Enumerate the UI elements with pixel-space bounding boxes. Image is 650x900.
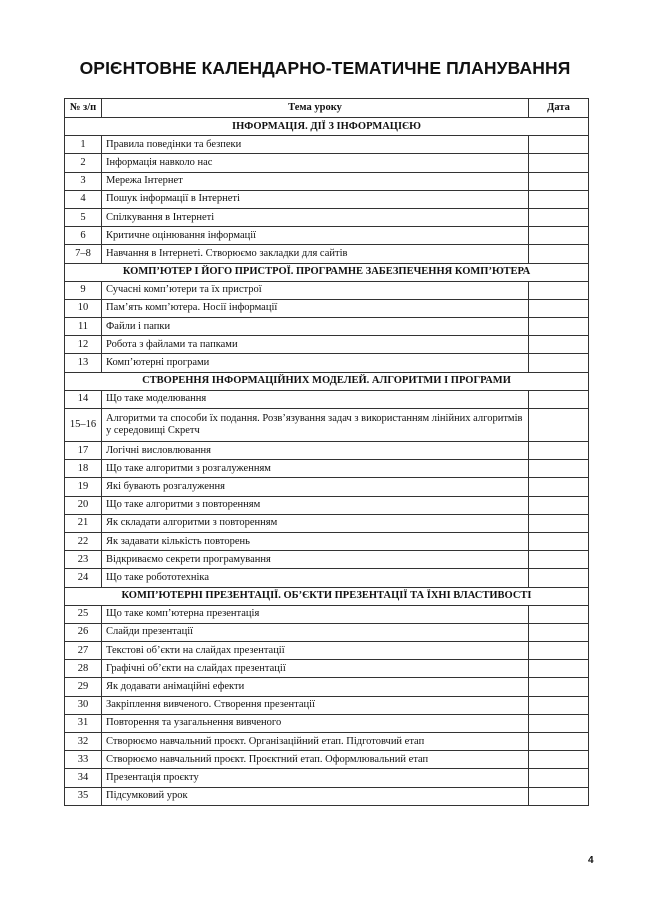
table-row (65, 769, 589, 787)
lesson-number: 17 (65, 442, 102, 460)
lesson-date (529, 733, 589, 751)
lesson-date (529, 478, 589, 496)
table-row (65, 696, 589, 714)
lesson-number: 3 (65, 172, 102, 190)
lesson-topic: Правила поведінки та безпеки (102, 136, 529, 154)
section-heading: ІНФОРМАЦІЯ. ДІЇ З ІНФОРМАЦІЄЮ (65, 118, 589, 136)
section-heading: СТВОРЕННЯ ІНФОРМАЦІЙНИХ МОДЕЛЕЙ. АЛГОРИТМИ І ПРОГРАМИ (65, 372, 589, 390)
section-heading: КОМП’ЮТЕРНІ ПРЕЗЕНТАЦІЇ. ОБ’ЄКТИ ПРЕЗЕНТАЦІЇ ТА ЇХНІ ВЛАСТИВОСТІ (65, 587, 589, 605)
lesson-number: 26 (65, 623, 102, 641)
table-row (65, 172, 589, 190)
table-row (65, 551, 589, 569)
lesson-number: 31 (65, 714, 102, 732)
lesson-number: 23 (65, 551, 102, 569)
lesson-number: 21 (65, 514, 102, 532)
table-row (65, 569, 589, 587)
lesson-topic: Графічні об’єкти на слайдах презентації (102, 660, 529, 678)
table-row (65, 532, 589, 550)
lesson-topic: Комп’ютерні програми (102, 354, 529, 372)
lesson-number: 5 (65, 208, 102, 226)
plan-table (64, 98, 589, 806)
header-topic: Тема уроку (102, 99, 529, 118)
lesson-date (529, 514, 589, 532)
table-row (65, 514, 589, 532)
lesson-date (529, 696, 589, 714)
lesson-number: 1 (65, 136, 102, 154)
lesson-date (529, 551, 589, 569)
table-row (65, 154, 589, 172)
lesson-topic: Текстові об’єкти на слайдах презентації (102, 642, 529, 660)
table-row (65, 714, 589, 732)
table-header-row (65, 99, 589, 118)
lesson-date (529, 390, 589, 408)
table-row (65, 299, 589, 317)
table-body (65, 118, 589, 806)
table-row (65, 496, 589, 514)
lesson-date (529, 496, 589, 514)
lesson-date (529, 354, 589, 372)
lesson-topic: Як складати алгоритми з повторенням (102, 514, 529, 532)
lesson-topic: Які бувають розгалуження (102, 478, 529, 496)
table-row (65, 678, 589, 696)
lesson-topic: Що таке моделювання (102, 390, 529, 408)
table-row (65, 409, 589, 442)
lesson-number: 35 (65, 787, 102, 805)
lesson-topic: Інформація навколо нас (102, 154, 529, 172)
lesson-number: 13 (65, 354, 102, 372)
table-row (65, 605, 589, 623)
table-row (65, 318, 589, 336)
lesson-date (529, 460, 589, 478)
lesson-date (529, 409, 589, 442)
table-row (65, 354, 589, 372)
lesson-topic: Що таке алгоритми з розгалуженням (102, 460, 529, 478)
table-row (65, 281, 589, 299)
lesson-topic: Пам’ять комп’ютера. Носії інформації (102, 299, 529, 317)
lesson-date (529, 751, 589, 769)
lesson-number: 34 (65, 769, 102, 787)
lesson-date (529, 154, 589, 172)
lesson-number: 25 (65, 605, 102, 623)
table-row (65, 442, 589, 460)
lesson-topic: Закріплення вивченого. Створення презентації (102, 696, 529, 714)
lesson-topic: Презентація проєкту (102, 769, 529, 787)
table-row (65, 208, 589, 226)
lesson-number: 28 (65, 660, 102, 678)
lesson-date (529, 190, 589, 208)
lesson-topic: Як задавати кількість повторень (102, 532, 529, 550)
section-heading: КОМП’ЮТЕР І ЙОГО ПРИСТРОЇ. ПРОГРАМНЕ ЗАБЕЗПЕЧЕННЯ КОМП’ЮТЕРА (65, 263, 589, 281)
lesson-number: 9 (65, 281, 102, 299)
section-row (65, 372, 589, 390)
lesson-number: 27 (65, 642, 102, 660)
lesson-topic: Створюємо навчальний проєкт. Проєктний етап. Оформлювальний етап (102, 751, 529, 769)
lesson-topic: Логічні висловлювання (102, 442, 529, 460)
header-date: Дата (529, 99, 589, 118)
table-row (65, 623, 589, 641)
header-num: № з/п (65, 99, 102, 118)
lesson-topic: Навчання в Інтернеті. Створюємо закладки для сайтів (102, 245, 529, 263)
lesson-number: 11 (65, 318, 102, 336)
lesson-date (529, 136, 589, 154)
lesson-topic: Що таке комп’ютерна презентація (102, 605, 529, 623)
section-row (65, 263, 589, 281)
lesson-topic: Створюємо навчальний проєкт. Організаційний етап. Підготовчий етап (102, 733, 529, 751)
lesson-date (529, 569, 589, 587)
lesson-topic: Робота з файлами та папками (102, 336, 529, 354)
table-row (65, 190, 589, 208)
lesson-topic: Слайди презентації (102, 623, 529, 641)
lesson-number: 2 (65, 154, 102, 172)
lesson-date (529, 714, 589, 732)
table-row (65, 478, 589, 496)
lesson-topic: Файли і папки (102, 318, 529, 336)
lesson-date (529, 442, 589, 460)
table-row (65, 460, 589, 478)
lesson-number: 7–8 (65, 245, 102, 263)
lesson-number: 15–16 (65, 409, 102, 442)
page-number: 4 (588, 855, 594, 866)
lesson-date (529, 623, 589, 641)
lesson-topic: Пошук інформації в Інтернеті (102, 190, 529, 208)
lesson-topic: Що таке алгоритми з повторенням (102, 496, 529, 514)
lesson-topic: Мережа Інтернет (102, 172, 529, 190)
lesson-topic: Спілкування в Інтернеті (102, 208, 529, 226)
table-row (65, 336, 589, 354)
lesson-topic: Повторення та узагальнення вивченого (102, 714, 529, 732)
lesson-date (529, 227, 589, 245)
lesson-topic: Сучасні комп’ютери та їх пристрої (102, 281, 529, 299)
lesson-date (529, 208, 589, 226)
table-row (65, 245, 589, 263)
lesson-number: 32 (65, 733, 102, 751)
lesson-date (529, 281, 589, 299)
table-row (65, 787, 589, 805)
lesson-date (529, 299, 589, 317)
table-row (65, 136, 589, 154)
lesson-date (529, 642, 589, 660)
table-row (65, 733, 589, 751)
table-row (65, 390, 589, 408)
lesson-topic: Що таке робототехніка (102, 569, 529, 587)
lesson-number: 6 (65, 227, 102, 245)
lesson-number: 12 (65, 336, 102, 354)
lesson-topic: Критичне оцінювання інформації (102, 227, 529, 245)
lesson-number: 18 (65, 460, 102, 478)
lesson-topic: Підсумковий урок (102, 787, 529, 805)
lesson-number: 33 (65, 751, 102, 769)
section-row (65, 118, 589, 136)
lesson-number: 29 (65, 678, 102, 696)
lesson-number: 19 (65, 478, 102, 496)
lesson-topic: Алгоритми та способи їх подання. Розв’язування задач з використанням лінійних алгоритмів у середовищі Скретч (102, 409, 529, 442)
lesson-date (529, 787, 589, 805)
lesson-date (529, 318, 589, 336)
lesson-date (529, 660, 589, 678)
lesson-number: 22 (65, 532, 102, 550)
lesson-number: 4 (65, 190, 102, 208)
page-title: ОРІЄНТОВНЕ КАЛЕНДАРНО-ТЕМАТИЧНЕ ПЛАНУВАННЯ (79, 58, 571, 78)
table-row (65, 227, 589, 245)
table-row (65, 660, 589, 678)
lesson-number: 24 (65, 569, 102, 587)
table-row (65, 751, 589, 769)
lesson-number: 20 (65, 496, 102, 514)
table-row (65, 642, 589, 660)
lesson-topic: Відкриваємо секрети програмування (102, 551, 529, 569)
lesson-date (529, 769, 589, 787)
lesson-number: 30 (65, 696, 102, 714)
lesson-date (529, 605, 589, 623)
lesson-topic: Як додавати анімаційні ефекти (102, 678, 529, 696)
lesson-date (529, 678, 589, 696)
lesson-date (529, 532, 589, 550)
lesson-date (529, 172, 589, 190)
lesson-number: 10 (65, 299, 102, 317)
lesson-number: 14 (65, 390, 102, 408)
lesson-date (529, 245, 589, 263)
section-row (65, 587, 589, 605)
lesson-date (529, 336, 589, 354)
